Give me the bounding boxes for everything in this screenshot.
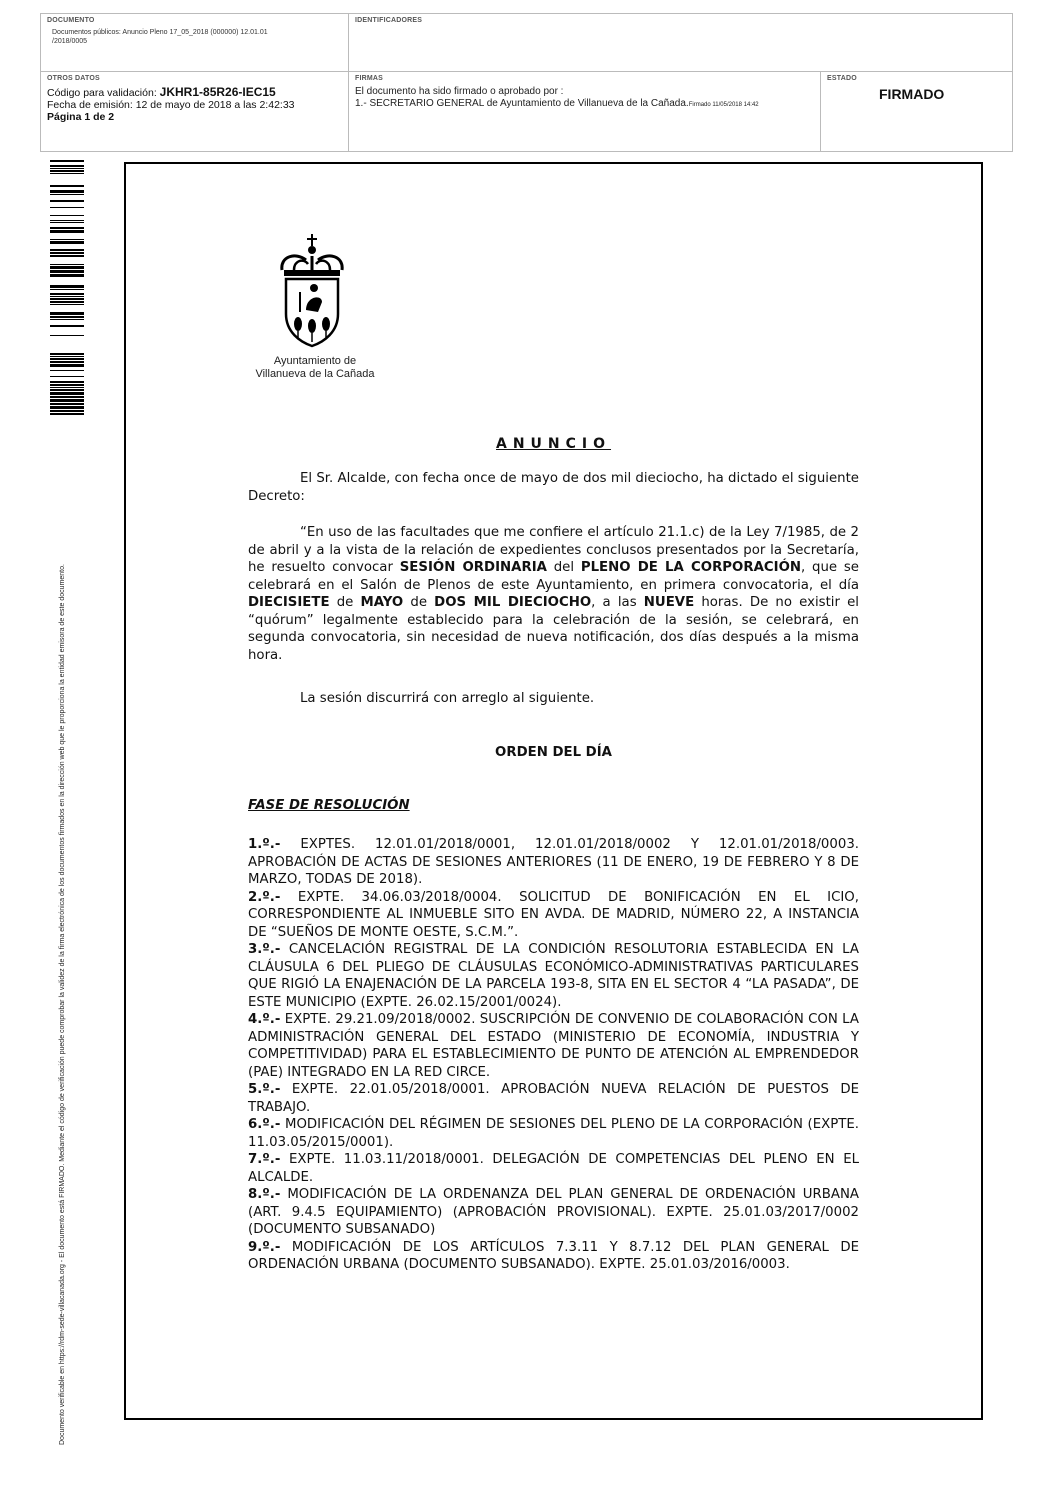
barcode-bar [50,312,84,315]
decreto-bold: NUEVE [643,595,695,610]
firmas-line2 [355,98,814,111]
agenda-item [248,941,859,1011]
agenda-item-number: 4.º.- [248,1012,281,1027]
decreto-paragraph [248,524,859,664]
barcode-bar [50,410,84,412]
agenda-item-text: EXPTES. 12.01.01/2018/0001, 12.01.01/2018/0002 Y 12.01.01/2018/0003. APROBACIÓN DE ACTAS DE SESIONES ANTERIORES (11 DE ENERO, 19 DE FEBRERO Y 8 DE MARZO, TODAS DE 2018). [248,837,859,887]
coat-of-arms-logo [262,232,362,352]
barcode-bar [50,304,84,305]
logo-caption [232,355,398,381]
agenda-item-number: 3.º.- [248,942,281,957]
barcode-bar [50,274,84,277]
decreto-bold: MAYO [360,595,404,610]
barcode-bar [50,165,84,167]
barcode-bar [50,230,84,233]
barcode-bar [50,249,84,251]
barcode-bar [50,370,84,371]
side-verification-note: Documento verificable en https://rdm-sede-villacanada.org - El documento está FIRMADO. Mediante el código de verificación puede comprobar la validez de la firma electrónica de los documentos firmados en la dirección web que le proporciona la entidad emisora de este documento. [59,564,66,1445]
barcode-bar [50,215,84,216]
barcode-bar [50,170,84,172]
documento-value: Documentos públicos: Anuncio Pleno 17_05_2018 (000000) 12.01.01 /2018/0005 [52,29,268,45]
barcode-bar [50,403,84,405]
decreto-part: de [329,595,361,610]
barcode-bar [50,406,84,409]
barcode-image [50,160,84,416]
estado-cell [821,72,1012,151]
decreto-part: de [403,595,435,610]
fase-resolucion-heading: FASE DE RESOLUCIÓN [248,798,410,813]
otros-datos-cell [41,72,349,151]
barcode-bar [50,293,84,295]
agenda-item [248,1239,859,1274]
barcode-bar [50,396,84,398]
barcode-bar [50,220,84,221]
barcode-bar [50,241,84,244]
agenda-item [248,1081,859,1116]
agenda-item-text: EXPTE. 22.01.05/2018/0001. APROBACIÓN NUEVA RELACIÓN DE PUESTOS DE TRABAJO. [248,1082,859,1115]
barcode-bar [50,194,84,195]
barcode-bar [50,301,84,303]
barcode-bar [50,255,84,257]
codigo-label: Código para validación: [47,87,157,99]
barcode-bar [50,356,84,357]
decreto-part: , a las [591,595,644,610]
barcode-bar [50,239,84,240]
barcode-bar [50,190,84,193]
agenda-item-text: EXPTE. 34.06.03/2018/0004. SOLICITUD DE BONIFICACIÓN EN EL ICIO, CORRESPONDIENTE AL INMUEBLE SITO EN AVDA. DE MADRID, NÚMERO 22, A INSTANCIA DE “SUEÑOS DE MONTE OESTE, S.C.M.”. [248,889,859,940]
barcode-bar [50,399,84,402]
firmas-caption: FIRMAS [355,75,384,82]
agenda-item-number: 8.º.- [248,1187,281,1202]
agenda-item [248,1186,859,1239]
document-header [40,13,1013,152]
decreto-part: , que se celebrará en el Salón de Plenos de este Ayuntamiento, en primera convocatoria, el día [248,560,859,593]
orden-del-dia-heading: ORDEN DEL DÍA [495,745,612,760]
decreto-bold: PLENO DE LA CORPORACIÓN [580,560,802,575]
agenda-item-text: EXPTE. 29.21.09/2018/0002. SUSCRIPCIÓN DE CONVENIO DE COLABORACIÓN CON LA ADMINISTRACIÓN GENERAL DEL ESTADO (MINISTERIO DE ECONOMÍA, INDUSTRIA Y COMPETITIVIDAD) PARA EL ESTABLECIMIENTO DE PUNTO DE ATENCIÓN AL EMPRENDEDOR (PAE) INTEGRADO EN LA RED CIRCE. [248,1012,859,1080]
agenda-item-text: MODIFICACIÓN DE LOS ARTÍCULOS 7.3.11 Y 8.7.12 DEL PLAN GENERAL DE ORDENACIÓN URBANA (DOCUMENTO SUBSANADO). EXPTE. 25.01.03/2016/0003. [248,1239,859,1272]
agenda-item-text: EXPTE. 11.03.11/2018/0001. DELEGACIÓN DE COMPETENCIAS DEL PLENO EN EL ALCALDE. [248,1152,859,1185]
agenda-item [248,836,859,889]
barcode-bar [50,173,84,174]
agenda-item-number: 9.º.- [248,1239,281,1255]
decreto-bold: SESIÓN ORDINARIA [399,560,547,575]
pagina: Página 1 de 2 [47,111,115,123]
fecha-emision: Fecha de emisión: 12 de mayo de 2018 a las 2:42:33 [47,99,295,111]
decreto-part: del [546,560,581,575]
barcode-bar [50,296,84,297]
document-title: ANUNCIO [495,436,612,452]
barcode-bar [50,319,84,320]
barcode-bar [50,270,84,273]
firmas-cell [349,72,821,151]
barcode-bar [50,364,84,367]
decreto-bold: DOS MIL DIECIOCHO [434,595,592,610]
decreto-bold: DIECISIETE [248,595,330,610]
estado-value: FIRMADO [879,86,945,102]
barcode-bar [50,392,84,395]
barcode-bar [50,222,84,223]
barcode-bar [50,335,84,336]
agenda-item-text: CANCELACIÓN REGISTRAL DE LA CONDICIÓN RESOLUTORIA ESTABLECIDA EN LA CLÁUSULA 6 DEL PLIEGO DE CLÁUSULAS ECONÓMICO-ADMINISTRATIVAS PARTICULARES QUE RIGIÓ LA ENAJENACIÓN DE LA PARCELA 193-8, SITA EN EL SECTOR 4 “LA PASADA”, DE ESTE MUNICIPIO (EXPTE. 26.02.15/2001/0024). [248,942,859,1010]
barcode-bar [50,227,84,229]
identificadores-cell [349,14,1012,72]
barcode-bar [50,387,84,388]
barcode-bar [50,185,84,187]
barcode-bar [50,207,84,208]
agenda-items [248,836,859,1274]
estado-caption: ESTADO [827,75,857,82]
decreto-text [248,524,859,664]
barcode-bar [50,376,84,377]
barcode-bar [50,413,84,415]
barcode-bar [50,285,84,288]
agenda-item-text: MODIFICACIÓN DEL RÉGIMEN DE SESIONES DEL PLENO DE LA CORPORACIÓN (EXPTE. 11.03.05/2015/0001). [248,1117,859,1150]
sesion-paragraph [248,690,859,708]
agenda-item [248,1011,859,1081]
logo-line2: Villanueva de la Cañada [255,368,375,380]
barcode-bar [50,381,84,383]
codigo-value: JKHR1-85R26-IEC15 [159,85,276,99]
agenda-item [248,1151,859,1186]
intro-paragraph [248,470,859,505]
barcode-bar [50,160,84,162]
documento-cell [41,14,349,72]
agenda-item-number: 2.º.- [248,889,281,905]
barcode-bar [50,361,84,363]
firmas-line1: El documento ha sido firmado o aprobado por : [355,86,564,97]
barcode-bar [50,358,84,360]
codigo-validacion [47,86,342,99]
agenda-item [248,889,859,942]
agenda-item-number: 5.º.- [248,1082,281,1097]
barcode-bar [50,316,84,318]
agenda-item [248,1116,859,1151]
logo-line1: Ayuntamiento de [273,355,357,367]
firmas-timestamp: Firmado 11/05/2018 14:42 [688,102,759,108]
decreto-part: horas. De no existir el “quórum” legalmente establecido para la celebración de la sesión, se celebrará, en segunda convocatoria, sin necesidad de nueva notificación, dos días después a la misma hora. [248,595,860,663]
sesion-text: La sesión discurrirá con arreglo al siguiente. [300,691,595,706]
decreto-part: “En uso de las facultades que me confiere el artículo 21.1.c) de la Ley 7/1985, de 2 de abril y a la vista de la relación de expedientes conclusos presentados por la Secretaría, he resuelto convocar [248,525,859,575]
documento-caption: DOCUMENTO [47,17,95,24]
identificadores-caption: IDENTIFICADORES [355,17,423,24]
barcode-bar [50,200,84,202]
agenda-item-number: 6.º.- [248,1117,281,1132]
agenda-item-number: 7.º.- [248,1152,281,1167]
agenda-item-number: 1.º.- [248,837,281,852]
barcode-bar [50,266,84,269]
otros-datos-caption: OTROS DATOS [47,75,100,82]
firmas-signer: 1.- SECRETARIO GENERAL de Ayuntamiento de Villanueva de la Cañada. [355,98,689,109]
barcode-bar [50,325,84,327]
barcode-bar [50,389,84,391]
agenda-item-text: MODIFICACIÓN DE LA ORDENANZA DEL PLAN GENERAL DE ORDENACIÓN URBANA (ART. 9.4.5 EQUIPAMIENTO) (APROBACIÓN PROVISIONAL). EXPTE. 25.01.03/2017/0002 (DOCUMENTO SUBSANADO) [248,1187,859,1237]
barcode-bar [50,264,84,265]
barcode-bar [50,298,84,300]
barcode-bar [50,168,84,169]
barcode-bar [50,353,84,355]
barcode-bar [50,289,84,290]
barcode-bar [50,384,84,386]
barcode-bar [50,252,84,254]
intro-text: El Sr. Alcalde, con fecha once de mayo de dos mil dieciocho, ha dictado el siguiente Decreto: [248,471,859,504]
